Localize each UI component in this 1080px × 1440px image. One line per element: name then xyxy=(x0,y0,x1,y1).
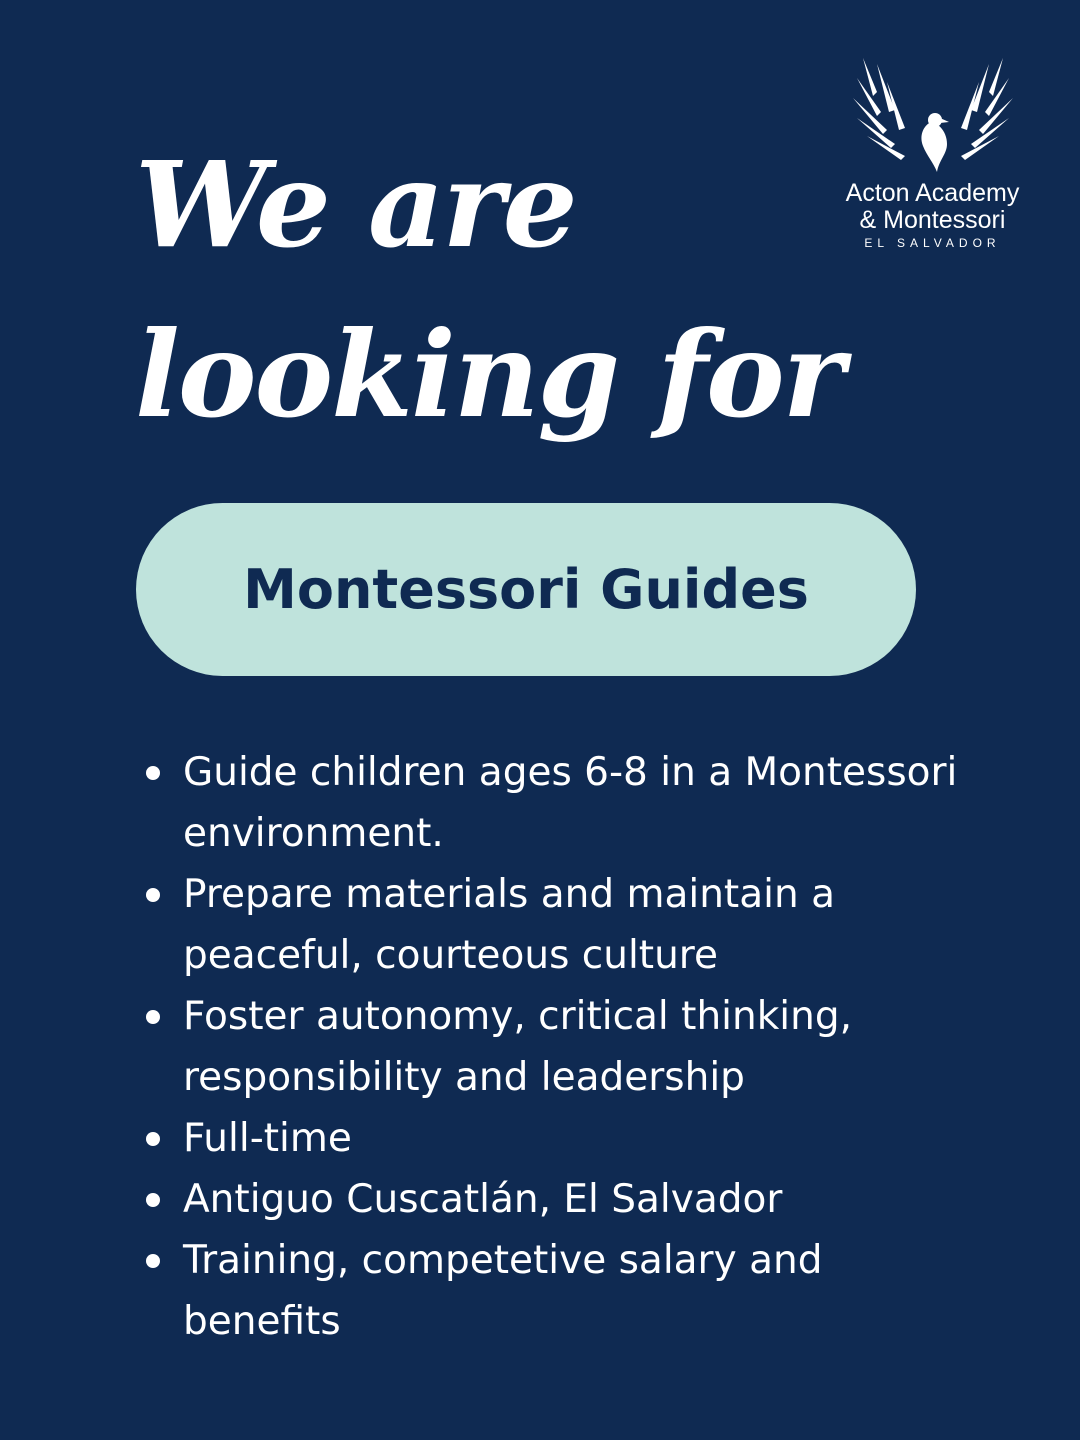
bullet-icon xyxy=(146,1254,160,1268)
list-item-text: Antiguo Cuscatlán, El Salvador xyxy=(183,1177,783,1222)
bullet-icon xyxy=(146,1010,160,1024)
role-label: Montessori Guides xyxy=(243,558,809,621)
list-item xyxy=(140,1169,960,1230)
list-item-text: Prepare materials and maintain a peaceful, courteous culture xyxy=(183,872,835,978)
role-pill xyxy=(136,503,916,676)
logo-name-line-2: & Montessori xyxy=(859,206,1006,234)
list-item-text: Full-time xyxy=(183,1116,352,1161)
bullet-icon xyxy=(146,1132,160,1146)
list-item xyxy=(140,864,960,986)
wings-emblem-icon xyxy=(843,52,1023,180)
bullet-icon xyxy=(146,888,160,902)
headline-line-2: looking for xyxy=(135,305,843,444)
list-item-text: Guide children ages 6-8 in a Montessori environment. xyxy=(183,750,958,856)
list-item-text: Training, competetive salary and benefits xyxy=(183,1238,823,1344)
list-item xyxy=(140,1108,960,1169)
job-details-list xyxy=(140,742,960,1352)
list-item xyxy=(140,986,960,1108)
headline xyxy=(135,120,843,460)
logo-name-line-1: Acton Academy xyxy=(845,179,1020,207)
bullet-icon xyxy=(146,1193,160,1207)
list-item xyxy=(140,742,960,864)
headline-line-1: We are xyxy=(135,135,576,274)
bullet-icon xyxy=(146,766,160,780)
logo-location: EL SALVADOR xyxy=(864,236,1001,250)
list-item xyxy=(140,1230,960,1352)
school-logo xyxy=(830,52,1035,262)
list-item-text: Foster autonomy, critical thinking, responsibility and leadership xyxy=(183,994,853,1100)
